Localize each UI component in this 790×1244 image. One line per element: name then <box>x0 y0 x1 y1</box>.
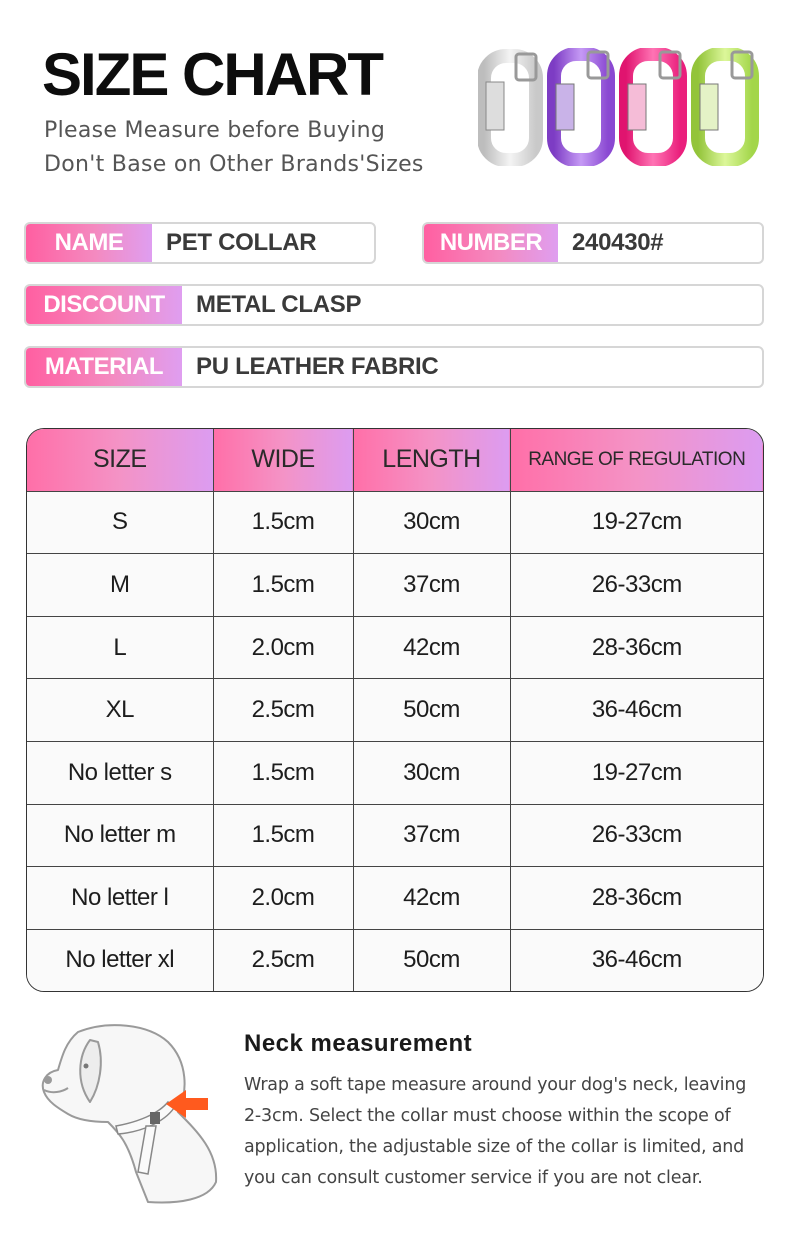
number-label: NUMBER <box>424 224 558 262</box>
collar-product-image <box>478 48 768 166</box>
cell-range: 19-27cm <box>510 491 763 554</box>
table-row <box>27 867 763 930</box>
table-header-row <box>27 429 763 491</box>
size-table <box>26 428 764 992</box>
cell-wide: 1.5cm <box>213 742 353 805</box>
header-length: LENGTH <box>353 429 510 491</box>
table-row <box>27 616 763 679</box>
cell-wide: 2.0cm <box>213 867 353 930</box>
material-label: MATERIAL <box>26 348 182 386</box>
collar-pink <box>626 52 680 160</box>
cell-size: No letter m <box>27 804 213 867</box>
material-value: PU LEATHER FABRIC <box>196 353 439 380</box>
subtitle-brands: Don't Base on Other Brands'Sizes <box>44 152 424 177</box>
number-value: 240430# <box>572 229 664 256</box>
cell-length: 42cm <box>353 616 510 679</box>
cell-range: 28-36cm <box>510 867 763 930</box>
name-field <box>24 222 376 264</box>
cell-range: 26-33cm <box>510 804 763 867</box>
cell-size: XL <box>27 679 213 742</box>
cell-wide: 2.5cm <box>213 929 353 991</box>
cell-size: L <box>27 616 213 679</box>
table-row <box>27 554 763 617</box>
dog-eye-icon <box>84 1064 89 1069</box>
header-wide: WIDE <box>213 429 353 491</box>
page-title: SIZE CHART <box>42 41 382 108</box>
neck-measurement-description: Wrap a soft tape measure around your dog's neck, leaving 2-3cm. Select the collar must choose within the scope of application, the adjustable size of the collar is limited, and you can consult customer service if you are not clear. <box>244 1075 747 1188</box>
cell-wide: 2.5cm <box>213 679 353 742</box>
table-row <box>27 804 763 867</box>
subtitle-measure: Please Measure before Buying <box>44 118 386 143</box>
number-field <box>422 222 764 264</box>
discount-value: METAL CLASP <box>196 291 362 318</box>
collar-white <box>484 54 536 160</box>
cell-length: 30cm <box>353 491 510 554</box>
cell-length: 37cm <box>353 554 510 617</box>
cell-range: 36-46cm <box>510 929 763 991</box>
table-row <box>27 929 763 991</box>
cell-size: M <box>27 554 213 617</box>
cell-length: 37cm <box>353 804 510 867</box>
cell-wide: 1.5cm <box>213 554 353 617</box>
cell-range: 26-33cm <box>510 554 763 617</box>
collar-green <box>698 52 752 160</box>
table-row <box>27 491 763 554</box>
cell-wide: 1.5cm <box>213 804 353 867</box>
cell-size: No letter l <box>27 867 213 930</box>
header-range: RANGE OF REGULATION <box>510 429 763 491</box>
cell-size: No letter s <box>27 742 213 805</box>
cell-length: 42cm <box>353 867 510 930</box>
cell-range: 19-27cm <box>510 742 763 805</box>
dog-nose-icon <box>44 1076 52 1084</box>
name-value: PET COLLAR <box>166 229 317 256</box>
discount-field <box>24 284 764 326</box>
cell-length: 50cm <box>353 929 510 991</box>
cell-length: 50cm <box>353 679 510 742</box>
cell-range: 36-46cm <box>510 679 763 742</box>
dog-neck-illustration <box>38 1022 224 1206</box>
cell-wide: 1.5cm <box>213 491 353 554</box>
collar-purple <box>554 52 608 160</box>
table-row <box>27 742 763 805</box>
table-row <box>27 679 763 742</box>
cell-size: No letter xl <box>27 929 213 991</box>
cell-size: S <box>27 491 213 554</box>
neck-measurement-title: Neck measurement <box>244 1030 473 1057</box>
material-field <box>24 346 764 388</box>
name-label: NAME <box>26 224 152 262</box>
header-size: SIZE <box>27 429 213 491</box>
cell-wide: 2.0cm <box>213 616 353 679</box>
cell-length: 30cm <box>353 742 510 805</box>
cell-range: 28-36cm <box>510 616 763 679</box>
discount-label: DISCOUNT <box>26 286 182 324</box>
